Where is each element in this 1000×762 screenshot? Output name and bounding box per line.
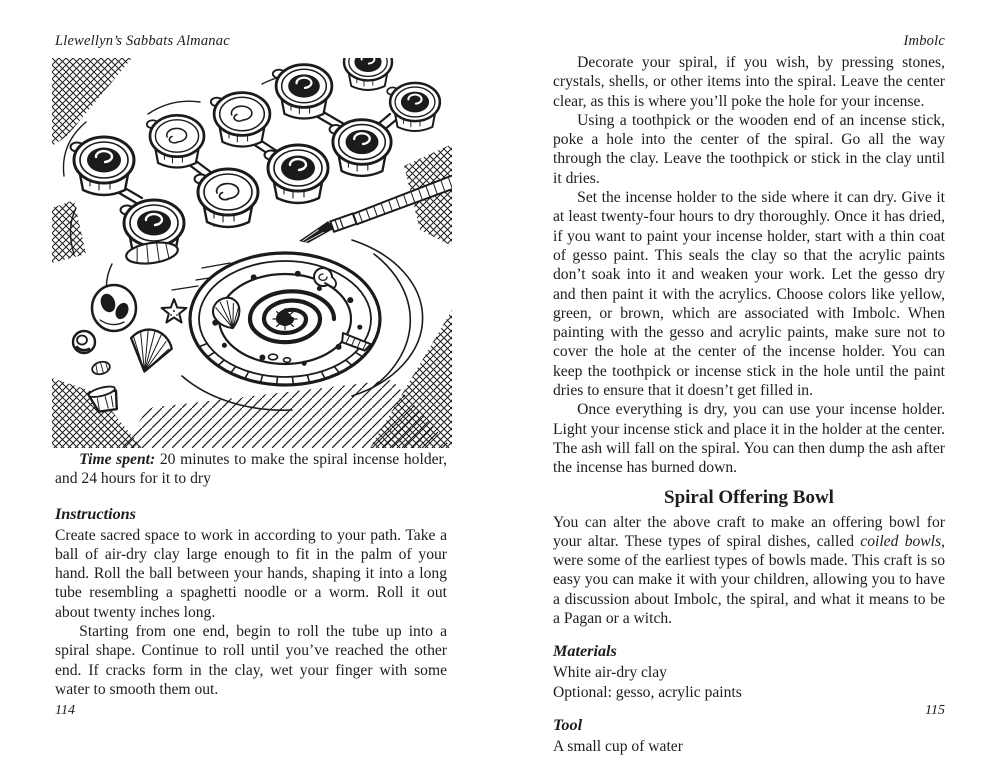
- tool-item-1: A small cup of water: [553, 737, 683, 755]
- holey-stone: [92, 285, 136, 331]
- section-intro-italic-term: coiled bowls: [860, 532, 942, 550]
- body-paragraph-2: Using a toothpick or the wooden end of an incense stick, poke a hole into the center of the spiral. Go all the way through the clay. Leave the toothpick or stick in the clay until it dries.: [553, 111, 945, 187]
- time-spent-text: 20 minutes to make the spiral incense holder, and 24 hours for it to dry: [55, 451, 448, 488]
- body-paragraph-3: Set the incense holder to the side where it can dry. Give it at least twenty-four hours to dry thoroughly. Once it has dried, if you want to paint your incense holder, start with a thin coat of gesso paint. This seals the clay so that the acrylic paints don’t soak into it and weaken your work. Let the gesso dry and then paint it with the acrylics. Choose colors like yellow, green, or brown, which are associated with Imbolc. When painting with the gesso and acrylic paints, make sure not to cover the hole at the center of the incense holder. You can keep the toothpick or incense stick in the hole until the paint dries to ensure that it doesn’t get filled in.: [553, 189, 945, 400]
- body-paragraph-1: Decorate your spiral, if you wish, by pressing stones, crystals, shells, or other items into the spiral. Leave the center clear, as this is where you’ll poke the hole for your incense.: [553, 54, 945, 110]
- donut-stone: [73, 331, 95, 353]
- materials-list: [553, 663, 945, 702]
- materials-item-2: Optional: gesso, acrylic paints: [553, 683, 742, 701]
- starfish: [162, 299, 187, 323]
- time-spent-label: Time spent:: [79, 451, 156, 468]
- small-shell: [91, 360, 111, 376]
- craft-illustration: [52, 58, 452, 448]
- time-spent-paragraph: [55, 450, 447, 489]
- right-page-body: [553, 53, 945, 756]
- section-intro-paragraph: [553, 513, 945, 629]
- materials-item-1: White air-dry clay: [553, 664, 667, 682]
- instructions-heading: Instructions: [55, 504, 136, 523]
- left-page-body: [55, 450, 447, 699]
- running-head-right: Imbolc: [903, 33, 945, 49]
- seashells-and-stones: [73, 239, 186, 415]
- paint-pot-strip: [71, 58, 440, 258]
- section-intro-part1: You can alter the above craft to make an offering bowl for your altar. These types of spiral dishes, called: [553, 513, 945, 550]
- page-number-right: 115: [925, 703, 945, 718]
- craft-illustration-svg: [52, 58, 452, 448]
- running-head-left: Llewellyn’s Sabbats Almanac: [55, 33, 230, 49]
- body-paragraph-4: Once everything is dry, you can use your incense holder. Light your incense stick and place it in the holder at the center. The ash will fall on the spiral. You can then dump the ash after the incense has burned down.: [553, 401, 945, 477]
- spiral-incense-holder: [190, 253, 380, 385]
- materials-heading: Materials: [553, 642, 617, 661]
- scallop-shell: [125, 325, 175, 376]
- tool-heading: Tool: [553, 715, 583, 734]
- tool-list: [553, 737, 945, 756]
- section-intro-part2: , were some of the earliest types of bowls made. This craft is so easy you can make it with your children, allowing you to have a discussion about Imbolc, the spiral, and what it means to be a Pagan or a witch.: [553, 532, 945, 628]
- page-number-left: 114: [55, 703, 75, 718]
- instructions-paragraph-2: Starting from one end, begin to roll the tube up into a spiral shape. Continue to roll until you’ve reached the other end. If cracks form in the clay, wet your finger with some water to smooth them out.: [55, 623, 447, 698]
- right-page: [553, 0, 945, 762]
- instructions-paragraph-1: Create sacred space to work in according to your path. Take a ball of air-dry clay large enough to fit in the palm of your hand. Roll the ball between your hands, shaping it into a long tube resembling a spaghetti noodle or a worm. Roll it out about twenty inches long.: [55, 526, 447, 621]
- section-heading: Spiral Offering Bowl: [664, 486, 834, 508]
- left-page: [55, 0, 447, 762]
